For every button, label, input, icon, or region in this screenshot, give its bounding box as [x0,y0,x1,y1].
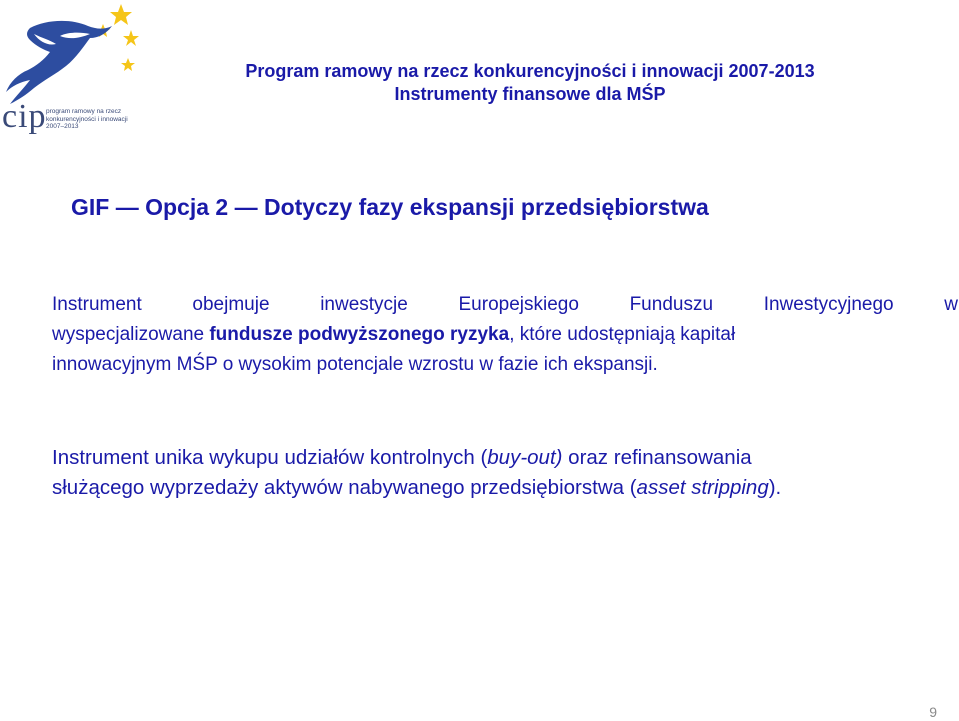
text-run: , które udostępniają kapitał [509,324,736,345]
paragraph-instrument-scope [52,290,958,380]
italic-term: buy-out) [487,446,563,469]
text-run: oraz refinansowania [562,446,752,469]
slide-title: GIF — Opcja 2 — Dotyczy fazy ekspansji przedsiębiorstwa [71,194,709,220]
bold-term: fundusze podwyższonego ryzyka [209,324,510,345]
star-icon [121,58,135,71]
paragraph-line: innowacyjnym MŚP o wysokim potencjale wzrostu w fazie ich ekspansji. [52,354,658,375]
word: Instrument [52,294,142,315]
logo-tagline-line: konkurencyjności i innowacji [46,115,128,123]
paragraph-line [52,473,952,503]
cip-logo [0,0,150,140]
gazelle-icon [6,21,112,104]
header-line-instruments: Instrumenty finansowe dla MŚP [394,84,666,104]
text-run: wyspecjalizowane [52,324,210,345]
header-line-program: Program ramowy na rzecz konkurencyjności i innowacji 2007-2013 [245,61,815,81]
word: Europejskiego [458,294,579,315]
text-run: ). [768,476,782,499]
star-icon [123,30,139,46]
logo-tagline-line: program ramowy na rzecz [46,108,122,115]
paragraph-line [52,443,952,473]
page-number: 9 [929,704,937,720]
slide-header [150,60,910,106]
paragraph-line [52,320,958,350]
word: Inwestycyjnego [763,294,894,315]
paragraph-line [52,290,958,320]
word: inwestycje [320,294,408,315]
word: w [944,294,958,315]
word: Funduszu [629,294,714,315]
logo-tagline-line: 2007–2013 [46,123,79,130]
italic-term: asset stripping [636,476,769,499]
logo-cip-text: cip [2,98,47,135]
text-run: służącego wyprzedaży aktywów nabywanego przedsiębiorstwa ( [52,476,637,499]
word: obejmuje [192,294,270,315]
logo-tagline [46,108,146,131]
star-icon [110,4,132,25]
paragraph-exclusions [52,443,952,503]
text-run: Instrument unika wykupu udziałów kontrolnych ( [52,446,488,469]
